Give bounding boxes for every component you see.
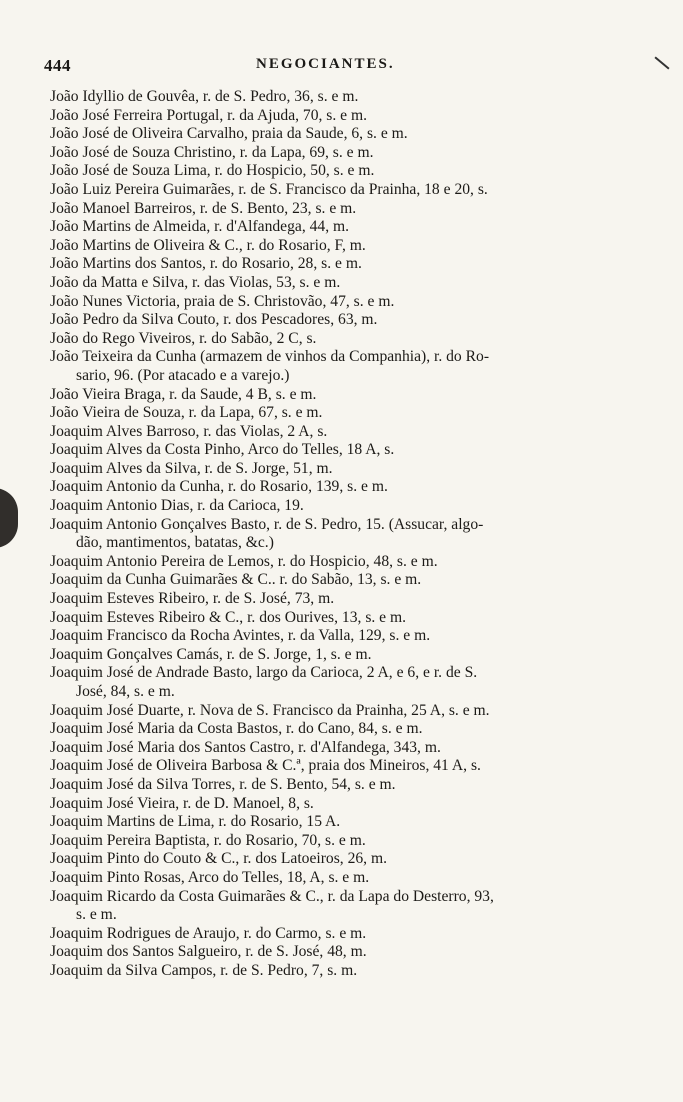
merchant-list — [50, 88, 645, 981]
list-item — [50, 571, 645, 590]
entry-line: João Martins de Almeida, r. d'Alfandega, 44, m. — [50, 218, 350, 236]
entry-line: Joaquim Pinto do Couto & C., r. dos Latoeiros, 26, m. — [50, 850, 388, 868]
list-item — [50, 627, 645, 646]
entry-line: João Martins dos Santos, r. do Rosario, 28, s. e m. — [50, 255, 362, 273]
entry-line: Joaquim da Silva Campos, r. de S. Pedro, 7, s. m. — [50, 961, 358, 979]
entry-line: João Vieira Braga, r. da Saude, 4 B, s. e m. — [50, 385, 317, 403]
list-item — [50, 311, 645, 330]
entry-line: João Nunes Victoria, praia de S. Christovão, 47, s. e m. — [50, 292, 395, 310]
list-item — [50, 646, 645, 665]
entry-line: Joaquim Martins de Lima, r. do Rosario, 15 A. — [50, 813, 341, 831]
list-item — [50, 720, 645, 739]
list-item — [50, 144, 645, 163]
list-item — [50, 404, 645, 423]
list-item — [50, 869, 645, 888]
entry-line: João Teixeira da Cunha (armazem de vinhos da Companhia), r. do Ro- — [50, 348, 490, 366]
list-item — [50, 478, 645, 497]
entry-line: Joaquim Rodrigues de Araujo, r. do Carmo, s. e m. — [50, 924, 367, 942]
entry-line: Joaquim Esteves Ribeiro, r. de S. José, 73, m. — [50, 590, 335, 608]
list-item — [50, 330, 645, 349]
list-item — [50, 162, 645, 181]
entry-line: Joaquim Francisco da Rocha Avintes, r. da Valla, 129, s. e m. — [50, 627, 431, 645]
entry-line: João Vieira de Souza, r. da Lapa, 67, s. e m. — [50, 404, 323, 422]
list-item — [50, 441, 645, 460]
list-item — [50, 181, 645, 200]
list-item — [50, 664, 645, 701]
list-item — [50, 776, 645, 795]
entry-line: João José Ferreira Portugal, r. da Ajuda, 70, s. e m. — [50, 106, 368, 124]
list-item — [50, 553, 645, 572]
entry-line: João José de Souza Christino, r. da Lapa, 69, s. e m. — [50, 143, 374, 161]
entry-line: Joaquim Antonio Gonçalves Basto, r. de S. Pedro, 15. (Assucar, algo- — [50, 515, 484, 533]
list-item — [50, 125, 645, 144]
list-item — [50, 943, 645, 962]
list-item — [50, 386, 645, 405]
list-item — [50, 423, 645, 442]
list-item — [50, 813, 645, 832]
list-item — [50, 497, 645, 516]
list-item — [50, 88, 645, 107]
list-item — [50, 590, 645, 609]
entry-line: Joaquim José da Silva Torres, r. de S. Bento, 54, s. e m. — [50, 775, 396, 793]
entry-line: Joaquim Alves da Costa Pinho, Arco do Telles, 18 A, s. — [50, 441, 395, 459]
entry-line: João Pedro da Silva Couto, r. dos Pescadores, 63, m. — [50, 311, 378, 329]
entry-line: Joaquim Antonio Pereira de Lemos, r. do Hospicio, 48, s. e m. — [50, 552, 438, 570]
entry-line: João Idyllio de Gouvêa, r. de S. Pedro, 36, s. e m. — [50, 88, 359, 105]
list-item — [50, 702, 645, 721]
list-item — [50, 255, 645, 274]
entry-line: João Luiz Pereira Guimarães, r. de S. Francisco da Prainha, 18 e 20, s. — [50, 180, 488, 198]
entry-line: Joaquim Pinto Rosas, Arco do Telles, 18, A, s. e m. — [50, 868, 370, 886]
list-item — [50, 348, 645, 385]
entry-line: João Martins de Oliveira & C., r. do Rosario, F, m. — [50, 236, 366, 254]
list-item — [50, 850, 645, 869]
entry-continuation: s. e m. — [76, 906, 117, 924]
list-item — [50, 200, 645, 219]
margin-mark — [654, 56, 669, 69]
list-item — [50, 107, 645, 126]
entry-line: João do Rego Viveiros, r. do Sabão, 2 C, s. — [50, 329, 317, 347]
entry-line: Joaquim José Duarte, r. Nova de S. Francisco da Prainha, 25 A, s. e m. — [50, 701, 490, 719]
entry-line: Joaquim dos Santos Salgueiro, r. de S. José, 48, m. — [50, 943, 367, 961]
list-item — [50, 237, 645, 256]
list-item — [50, 925, 645, 944]
page-number: 444 — [44, 56, 71, 75]
list-item — [50, 460, 645, 479]
entry-line: João da Matta e Silva, r. das Violas, 53, s. e m. — [50, 273, 341, 291]
entry-line: Joaquim Esteves Ribeiro & C., r. dos Ourives, 13, s. e m. — [50, 608, 407, 626]
page-header — [44, 56, 644, 80]
list-item — [50, 516, 645, 553]
entry-line: Joaquim Pereira Baptista, r. do Rosario, 70, s. e m. — [50, 831, 366, 849]
list-item — [50, 757, 645, 776]
entry-line: Joaquim Antonio da Cunha, r. do Rosario, 139, s. e m. — [50, 478, 388, 496]
list-item — [50, 888, 645, 925]
entry-line: Joaquim José Vieira, r. de D. Manoel, 8, s. — [50, 794, 314, 812]
entry-line: Joaquim José de Andrade Basto, largo da Carioca, 2 A, e 6, e r. de S. — [50, 664, 478, 682]
list-item — [50, 274, 645, 293]
list-item — [50, 293, 645, 312]
entry-line: Joaquim José Maria dos Santos Castro, r. d'Alfandega, 343, m. — [50, 738, 441, 756]
list-item — [50, 739, 645, 758]
entry-line: Joaquim Alves da Silva, r. de S. Jorge, 51, m. — [50, 459, 333, 477]
binding-shadow — [0, 488, 18, 548]
list-item — [50, 218, 645, 237]
entry-continuation: dão, mantimentos, batatas, &c.) — [76, 534, 274, 552]
list-item — [50, 795, 645, 814]
page-title: NEGOCIANTES. — [256, 56, 395, 72]
entry-continuation: José, 84, s. e m. — [76, 683, 175, 700]
entry-line: Joaquim José de Oliveira Barbosa & C.ª, praia dos Mineiros, 41 A, s. — [50, 757, 481, 775]
entry-line: João José de Oliveira Carvalho, praia da Saude, 6, s. e m. — [50, 125, 408, 143]
entry-line: Joaquim Alves Barroso, r. das Violas, 2 A, s. — [50, 422, 328, 440]
list-item — [50, 962, 645, 981]
entry-line: João José de Souza Lima, r. do Hospicio, 50, s. e m. — [50, 162, 375, 180]
list-item — [50, 609, 645, 628]
entry-line: Joaquim Antonio Dias, r. da Carioca, 19. — [50, 497, 304, 515]
list-item — [50, 832, 645, 851]
entry-line: Joaquim Gonçalves Camás, r. de S. Jorge, 1, s. e m. — [50, 645, 372, 663]
entry-continuation: sario, 96. (Por atacado e a varejo.) — [76, 366, 290, 384]
entry-line: Joaquim da Cunha Guimarães & C.. r. do Sabão, 13, s. e m. — [50, 571, 422, 589]
entry-line: Joaquim José Maria da Costa Bastos, r. do Cano, 84, s. e m. — [50, 720, 423, 738]
entry-line: Joaquim Ricardo da Costa Guimarães & C., r. da Lapa do Desterro, 93, — [50, 887, 494, 905]
entry-line: João Manoel Barreiros, r. de S. Bento, 23, s. e m. — [50, 199, 357, 217]
